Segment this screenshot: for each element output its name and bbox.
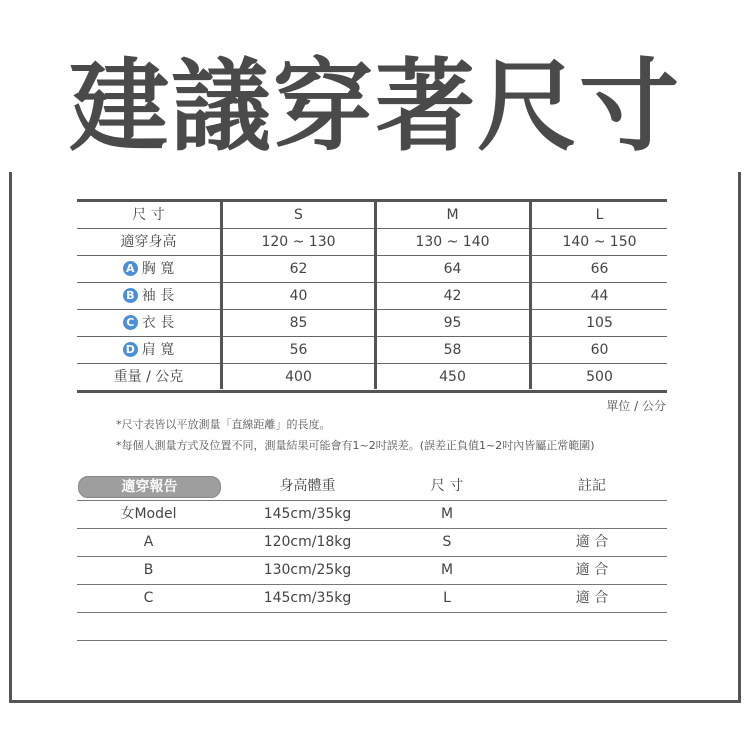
model-name: 女Model <box>120 506 177 522</box>
value-l: 44 <box>590 288 609 304</box>
value-s: 62 <box>289 261 308 277</box>
header-size-label: 尺 寸 <box>132 207 165 223</box>
value-l: 140 ~ 150 <box>562 234 637 250</box>
height-weight: 120cm/18kg <box>263 534 352 550</box>
report-title-pill: 適穿報告 <box>78 476 221 498</box>
row-label-cell <box>77 310 220 336</box>
column-divider <box>374 199 377 389</box>
row-label: 肩 寬 <box>141 342 175 358</box>
value-l: 500 <box>586 369 613 385</box>
row-label: 衣 長 <box>141 315 175 331</box>
value-m: 64 <box>443 261 462 277</box>
model-name: B <box>143 562 154 578</box>
model-name <box>77 613 220 640</box>
fit-note: 適 合 <box>575 562 609 578</box>
row-label: 胸 寬 <box>141 261 175 277</box>
fit-note <box>527 613 657 640</box>
fit-report-table <box>77 473 667 641</box>
size-value: S <box>442 534 452 550</box>
value-l: 105 <box>586 315 613 331</box>
row-label-cell <box>77 256 220 282</box>
height-weight: 145cm/35kg <box>263 590 352 606</box>
value-m: 130 ~ 140 <box>415 234 490 250</box>
size-value: L <box>443 590 451 606</box>
row-label-cell <box>77 337 220 363</box>
value-s: 85 <box>289 315 308 331</box>
badge-a-icon: A <box>123 261 138 276</box>
table-row <box>77 283 667 310</box>
header-size-l: L <box>595 207 604 223</box>
value-s: 120 ~ 130 <box>261 234 336 250</box>
table-row <box>77 613 667 641</box>
row-label: 適穿身高 <box>120 234 177 250</box>
fit-note: 適 合 <box>575 534 609 550</box>
value-s: 400 <box>285 369 312 385</box>
table-row <box>77 310 667 337</box>
header-note: 註記 <box>578 478 606 494</box>
column-divider <box>220 199 223 389</box>
table-row <box>77 585 667 613</box>
report-header <box>77 473 667 501</box>
unit-label: 單位 / 公分 <box>606 399 666 413</box>
badge-d-icon: D <box>123 342 138 357</box>
page-title: 建議穿著尺寸 <box>69 48 681 165</box>
height-weight: 130cm/25kg <box>263 562 352 578</box>
column-divider <box>529 199 532 389</box>
table-row <box>77 557 667 585</box>
table-row <box>77 501 667 529</box>
fit-note: 適 合 <box>575 590 609 606</box>
model-name: C <box>143 590 154 606</box>
row-label: 袖 長 <box>141 288 175 304</box>
header-size-m: M <box>446 207 459 223</box>
size-table <box>77 199 667 393</box>
badge-b-icon: B <box>123 288 138 303</box>
value-m: 450 <box>439 369 466 385</box>
header-size: 尺 寸 <box>430 478 464 494</box>
note-line: *每個人測量方式及位置不同，測量結果可能會有1~2吋誤差。(誤差正負值1~2吋內皆屬正常範圍) <box>116 439 595 452</box>
value-m: 95 <box>443 315 462 331</box>
row-label-cell <box>77 283 220 309</box>
header-size-s: S <box>294 207 303 223</box>
value-l: 66 <box>590 261 609 277</box>
header-height-weight: 身高體重 <box>279 478 336 494</box>
table-row <box>77 229 667 256</box>
size-value: M <box>440 562 454 578</box>
value-l: 60 <box>590 342 609 358</box>
value-m: 58 <box>443 342 462 358</box>
table-row <box>77 529 667 557</box>
table-row <box>77 337 667 364</box>
value-s: 56 <box>289 342 308 358</box>
note-line: *尺寸表皆以平放測量「直線距離」的長度。 <box>116 418 331 431</box>
size-value: M <box>440 506 454 522</box>
height-weight <box>225 613 390 640</box>
size-value <box>397 613 497 640</box>
fit-note <box>527 501 657 528</box>
value-m: 42 <box>443 288 462 304</box>
badge-c-icon: C <box>123 315 138 330</box>
table-row <box>77 256 667 283</box>
size-table-header <box>77 199 667 229</box>
height-weight: 145cm/35kg <box>263 506 352 522</box>
model-name: A <box>143 534 154 550</box>
table-row <box>77 364 667 393</box>
row-label: 重量 / 公克 <box>113 369 184 385</box>
value-s: 40 <box>289 288 308 304</box>
